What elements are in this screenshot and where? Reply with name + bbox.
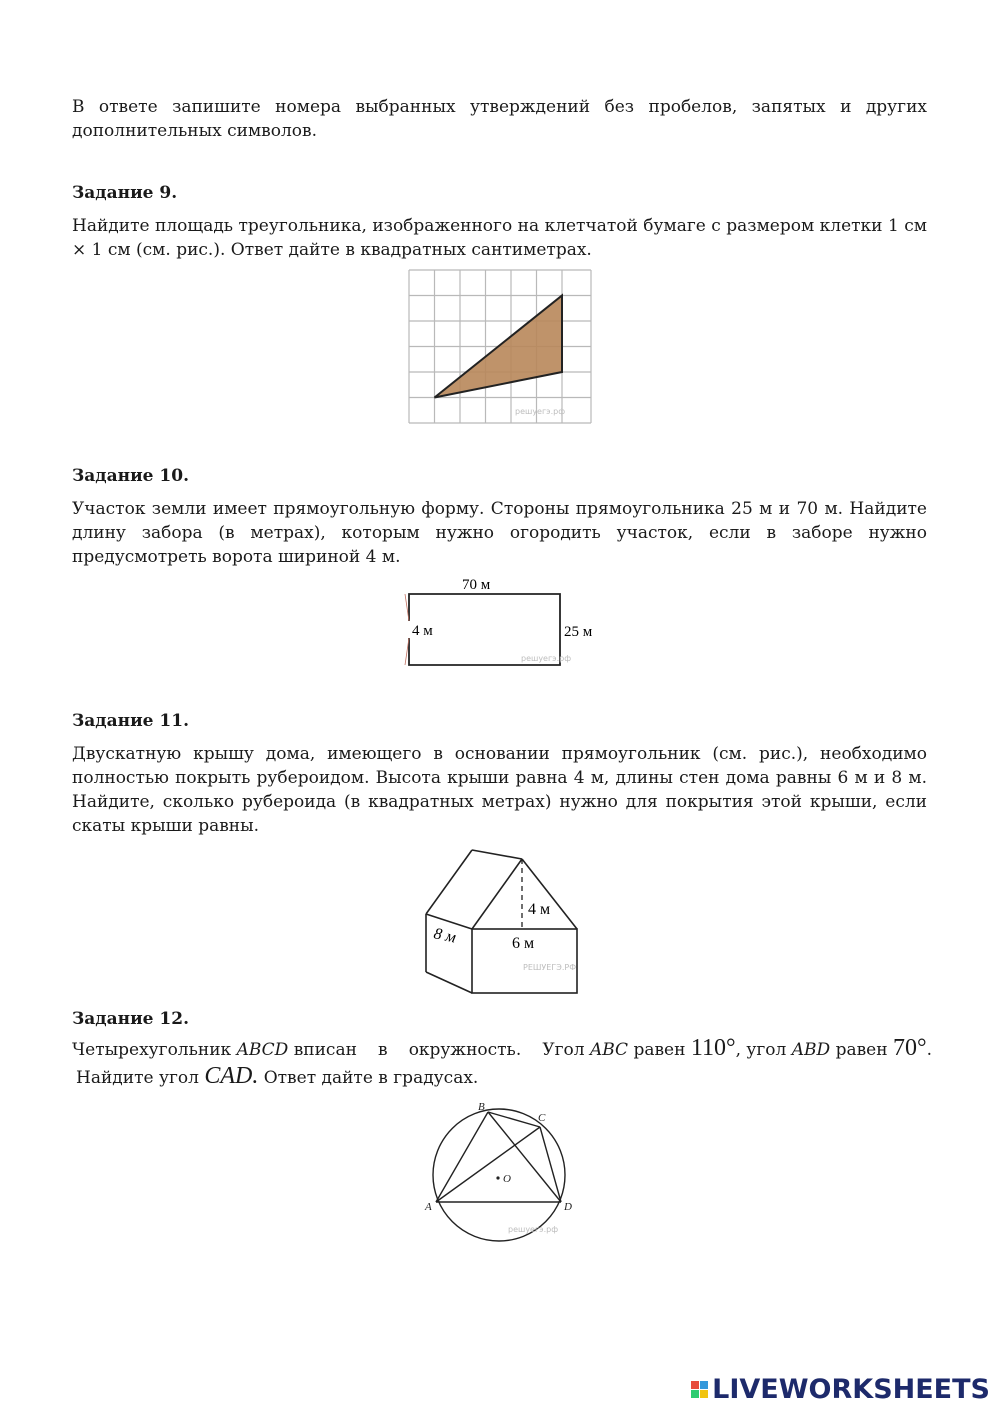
q12-word: Найдите угол [76,1068,199,1088]
logo-text: LIVEWORKSHEETS [712,1374,990,1405]
q12-word: равен [835,1040,888,1060]
task-9-title: Задание 9. [72,183,178,203]
logo-icon [691,1381,708,1398]
center-point [496,1176,499,1179]
label-70m: 70 м [462,577,491,593]
q12-abd: ABD [791,1040,831,1060]
task-12-title: Задание 12. [72,1009,189,1029]
q12-dot: . [926,1040,932,1060]
label-6m: 6 м [512,935,535,952]
q12-word: в [378,1040,388,1060]
q12-word: вписан [293,1040,357,1060]
task-9-watermark: решуегэ.рф [515,407,566,416]
task-11-title: Задание 11. [72,711,189,731]
q12-word: Четырехугольник [72,1040,232,1060]
q12-word: , угол [735,1040,787,1060]
q12-word: окружность. [408,1040,522,1060]
q12-angle-70: 70° [892,1035,927,1061]
task-12-circle-figure [420,1096,585,1246]
point-C-label: C [538,1112,546,1124]
circumcircle [433,1109,565,1241]
task-10-text: Участок земли имеет прямоугольную форму. Стороны прямоугольника 25 м и 70 м. Найдите длину забора (в метрах), которым нужно огородить участок, если в заборе нужно предусмотреть ворота шириной 4 м. [72,499,927,567]
q12-word: Угол [542,1040,585,1060]
task-12-watermark: решуегэ.рф [508,1225,559,1234]
task-9-text: Найдите площадь треугольника, изображенного на клетчатой бумаге с размером клетки 1 см × 1 см (см. рис.). Ответ дайте в квадратных сантиметрах. [72,216,927,260]
label-4m: 4 м [528,901,551,918]
task-10-watermark: решуегэ.рф [521,654,572,663]
liveworksheets-logo [691,1374,990,1405]
intro-text: В ответе запишите номера выбранных утверждений без пробелов, запятых и других дополнительных символов. [72,97,927,141]
label-4m: 4 м [412,623,433,639]
task-11-watermark: РЕШУЕГЭ.РФ [523,963,577,972]
q12-word: равен [633,1040,686,1060]
task-9-grid-figure [407,268,593,424]
point-D-label: D [564,1201,572,1213]
point-A-label: A [425,1201,432,1213]
label-8m: 8 м [432,925,458,947]
label-25m: 25 м [564,624,593,640]
task-11-text: Двускатную крышу дома, имеющего в основании прямоугольник (см. рис.), необходимо полностью покрыть рубероидом. Высота крыши равна 4 м, длины стен дома равны 6 м и 8 м. Найдите, сколько рубероида (в квадратных метрах) нужно для покрытия этой крыши, если скаты крыши равны. [72,744,927,836]
task-10-title: Задание 10. [72,466,189,486]
q12-word: Ответ дайте в градусах. [263,1068,479,1088]
q12-abc: ABC [589,1040,629,1060]
task-10-plot-figure [398,573,608,669]
q12-cad: CAD. [204,1063,259,1089]
task-11-house-figure [418,846,584,996]
task-12-text [72,1036,937,1090]
q12-angle-110: 110° [690,1035,736,1061]
point-B-label: B [478,1101,485,1113]
point-O-label: O [503,1173,511,1185]
q12-abcd: ABCD [236,1040,289,1060]
